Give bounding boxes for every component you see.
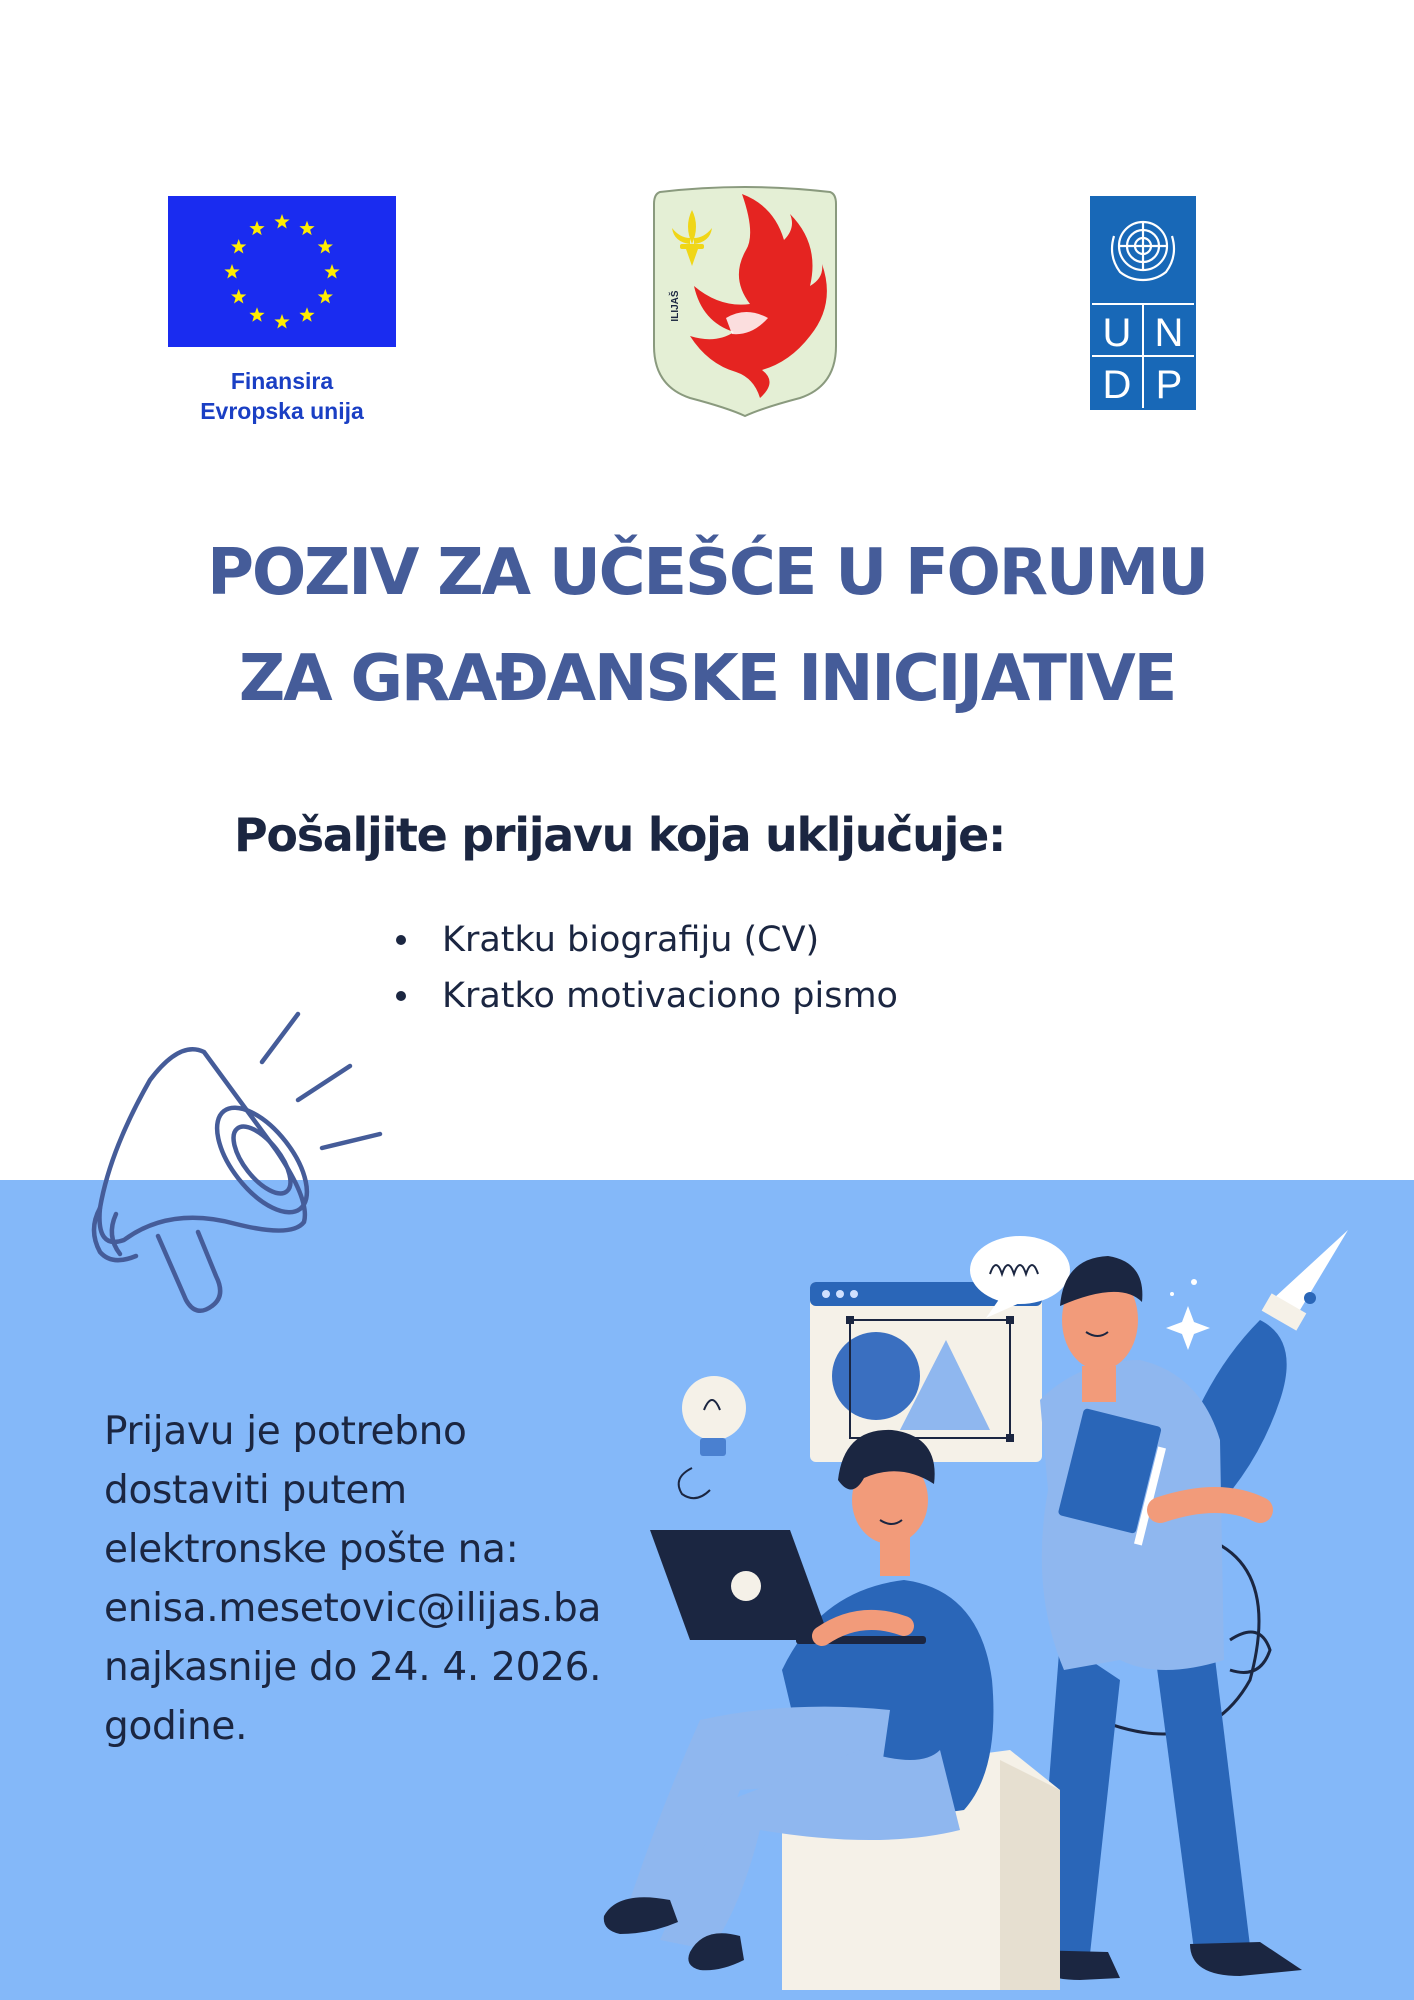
eu-caption [150,366,414,426]
deadline-line3: elektronske pošte na: [104,1527,519,1572]
list-item: Kratku biografiju (CV) [382,912,898,968]
email-address: enisa.mesetovic@ilijas.ba [104,1586,602,1631]
browser-window-icon [810,1282,1042,1462]
eu-caption-line1: Finansira [230,368,334,394]
crest-text: ILIJAŠ [670,290,681,322]
undp-letter-d: D [1102,363,1132,407]
undp-letter-p: P [1155,363,1183,407]
eu-flag-icon [168,196,396,347]
megaphone-icon [40,1000,400,1330]
deadline-line2: dostaviti putem [104,1468,407,1513]
deadline-line1: Prijavu je potrebno [104,1409,467,1454]
eu-caption-line2: Evropska unija [200,398,364,424]
deadline-line6: godine. [104,1704,248,1749]
ilijas-crest-icon [650,186,840,418]
requirements-list [382,912,898,1024]
undp-letter-n: N [1154,311,1184,355]
page-title-line1: POZIV ZA UČEŠĆE U FORUMU [207,536,1207,610]
undp-letter-u: U [1102,311,1132,355]
undp-logo-icon [1090,196,1196,410]
deadline-line5: najkasnije do 24. 4. 2026. [104,1645,602,1690]
lightbulb-icon [679,1376,746,1498]
people-working-illustration [560,1210,1360,1990]
page-title-line2: ZA GRAĐANSKE INICIJATIVE [238,642,1176,716]
list-item: Kratko motivaciono pismo [382,968,898,1024]
subtitle: Pošaljite prijavu koja uključuje: [234,808,1006,862]
